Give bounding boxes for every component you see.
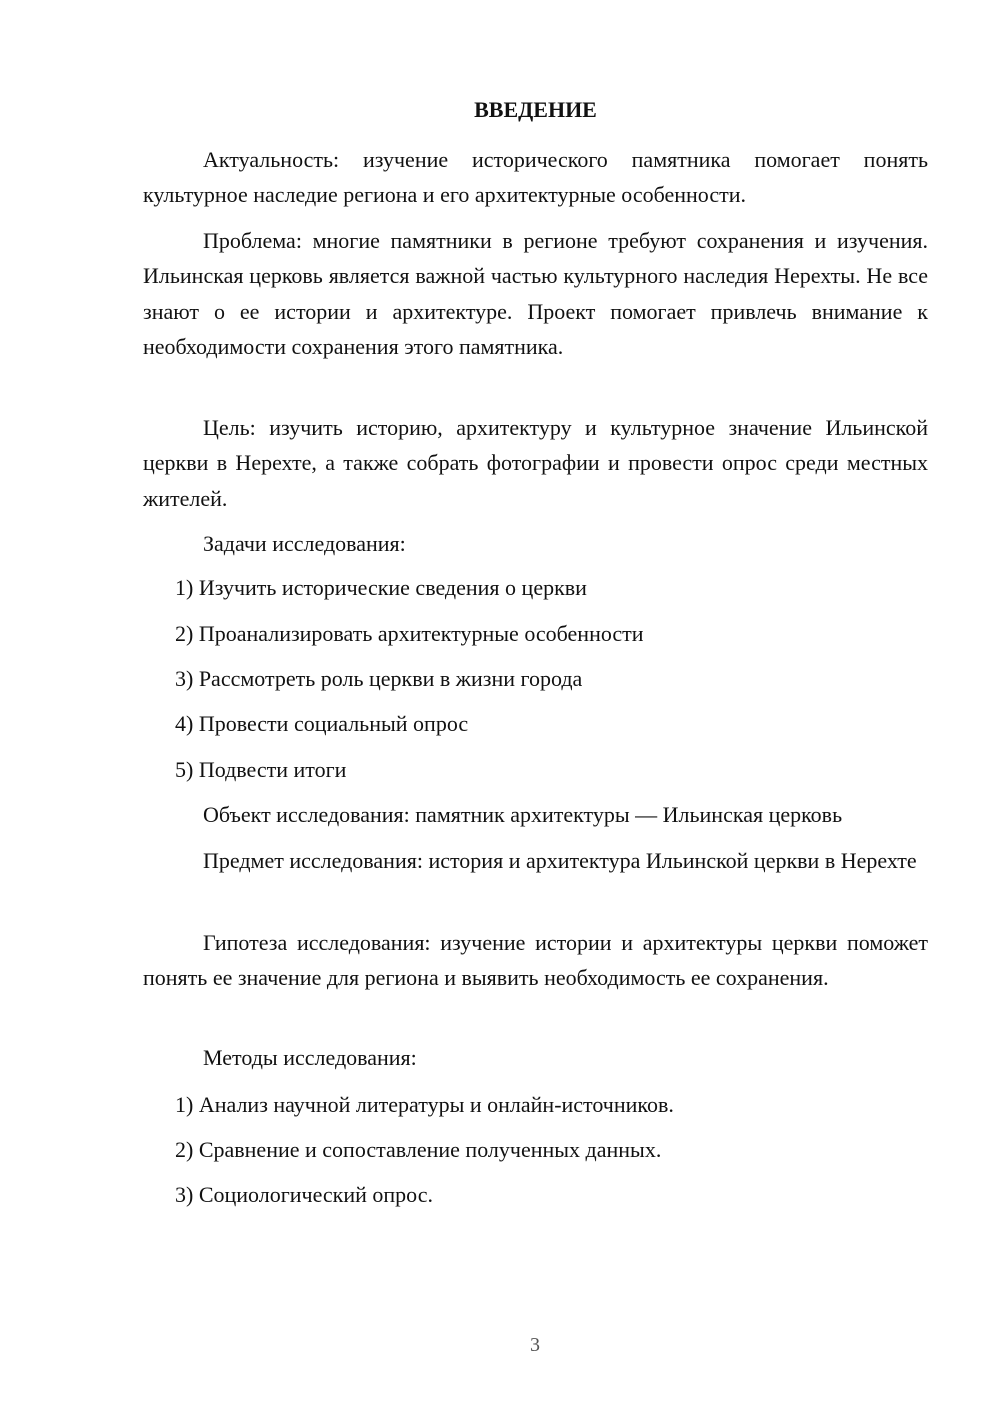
object-paragraph: Объект исследования: памятник архитектуры — Ильинская церковь	[203, 802, 843, 827]
task-item-2: 2) Проанализировать архитектурные особенности	[175, 621, 644, 646]
methods-heading: Методы исследования:	[203, 1045, 417, 1070]
page-number: 3	[530, 1334, 540, 1356]
task-item-1: 1) Изучить исторические сведения о церкви	[175, 575, 587, 600]
method-item-2: 2) Сравнение и сопоставление полученных данных.	[175, 1137, 662, 1162]
relevance-paragraph: Актуальность: изучение исторического памятника помогает понять культурное наследие региона и его архитектурные особенности.	[143, 147, 928, 208]
subject-paragraph: Предмет исследования: история и архитектура Ильинской церкви в Нерехте	[203, 848, 917, 873]
tasks-heading: Задачи исследования:	[203, 531, 406, 556]
task-item-5: 5) Подвести итоги	[175, 757, 347, 782]
task-item-3: 3) Рассмотреть роль церкви в жизни города	[175, 666, 583, 691]
goal-paragraph: Цель: изучить историю, архитектуру и культурное значение Ильинской церкви в Нерехте, а также собрать фотографии и провести опрос среди местных жителей.	[143, 415, 928, 511]
hypothesis-paragraph: Гипотеза исследования: изучение истории и архитектуры церкви поможет понять ее значение для региона и выявить необходимость ее сохранения.	[143, 930, 928, 991]
page-title: ВВЕДЕНИЕ	[474, 97, 597, 122]
method-item-1: 1) Анализ научной литературы и онлайн-источников.	[175, 1092, 674, 1117]
problem-paragraph: Проблема: многие памятники в регионе требуют сохранения и изучения. Ильинская церковь является важной частью культурного наследия Нерехты. Не все знают о ее истории и архитектуре. Проект помогает привлечь внимание к необходимости сохранения этого памятника.	[143, 228, 928, 359]
method-item-3: 3) Социологический опрос.	[175, 1182, 433, 1207]
task-item-4: 4) Провести социальный опрос	[175, 711, 469, 736]
